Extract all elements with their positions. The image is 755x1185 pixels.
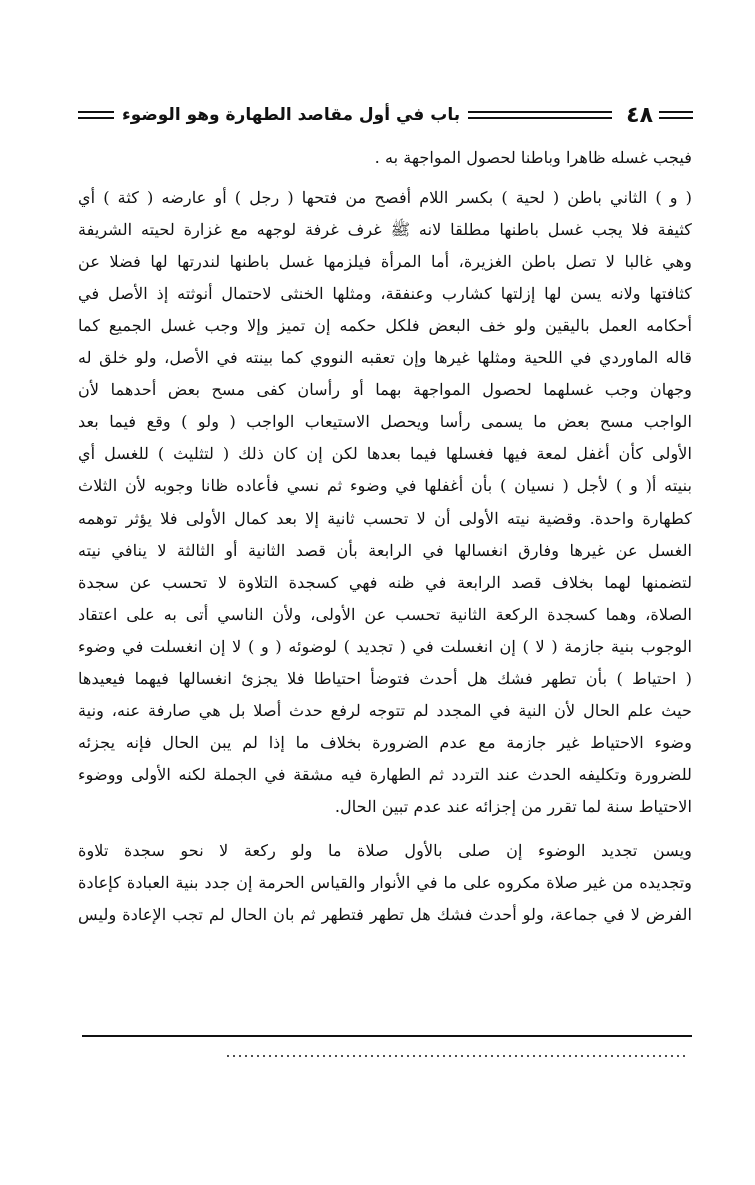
footnote-separator-rule bbox=[82, 1035, 692, 1037]
paragraph-gap bbox=[78, 823, 692, 835]
running-header bbox=[78, 98, 693, 132]
text-line: حيث علم الحال لأن النية في المجدد لم تتوجه لرفع حدث أصلا بل هي صارفة عنه، ونية bbox=[78, 700, 692, 720]
header-double-rule-left bbox=[78, 111, 114, 119]
paragraph bbox=[78, 182, 692, 823]
text-line: أحكامه العمل باليقين ولو خف البعض فلكل حكمه إن تميز وإلا وجب غسل الجميع كما bbox=[78, 316, 692, 336]
text-line: الغسل عن غيرها وفارق انغسالها في الرابعة بأن قصد الثانية أو الثالثة لا ينافي نيته bbox=[78, 540, 692, 560]
header-double-rule-right bbox=[659, 111, 693, 119]
text-line: وضوء الاحتياط غير جازمة مع عدم الضرورة بخلاف ما إذا لم يبن الحال فإنه يجزئه bbox=[78, 732, 692, 752]
text-line: ( و ) الثاني باطن ( لحية ) بكسر اللام أفصح من فتحها ( رجل ) أو عارضه ( كثة ) أي bbox=[78, 188, 692, 208]
running-title: باب في أول مقاصد الطهارة وهو الوضوء bbox=[122, 105, 461, 125]
header-double-rule-middle bbox=[468, 111, 612, 119]
text-line: الأولى كأن أغفل لمعة فيها فغسلها فيما بعدها لكن إن كان ذلك ( لتثليث ) للغسل أي bbox=[78, 444, 692, 464]
footnote-dotted-line bbox=[225, 1048, 688, 1062]
text-line: بنيته أ( و ) لأجل ( نسيان ) بأن أغفلها في وضوء ثم نسي فأعاده ظانا وجوبه لأن الثلاث bbox=[78, 476, 692, 496]
text-line: الواجب مسح بعض ما يسمى رأسا ويحصل الاستيعاب الواجب ( ولو ) وقع فيما بعد bbox=[78, 412, 692, 432]
paragraph bbox=[78, 835, 692, 931]
body-text bbox=[78, 142, 692, 931]
text-line: الفرض لا في جماعة، ولو أحدث فشك هل تطهر فتطهر ثم بان الحال لم تجب الإعادة وليس bbox=[78, 905, 692, 925]
text-line: الصلاة، وهما كسجدة الركعة الثانية تحسب عن الأولى، ولأن الناسي أتى به على اعتقاد bbox=[78, 604, 692, 624]
page-number: ٤٨ bbox=[626, 102, 653, 128]
text-line: وجهان وجب غسلهما لحصول المواجهة بهما أو رأسان كفى مسح بعض أحدهما لأن bbox=[78, 380, 692, 400]
text-line: كثيفة فلا يجب غسل باطنها مطلقا لانه ﷺ غرف غرفة لوجهه مع غزارة لحيته الشريفة bbox=[78, 220, 692, 240]
text-line: ( احتياط ) بأن تطهر فشك هل أحدث فتوضأ احتياطا فلا يجزئ انغسالها فيهما فيعيدها bbox=[78, 668, 692, 688]
text-line: للضرورة وتكليفه الحدث عند التردد ثم الطهارة فيه مشقة في الجملة لكنه الأولى ووضوء bbox=[78, 764, 692, 784]
paragraph-gap bbox=[78, 174, 692, 182]
text-line: الوجوب بنية جازمة ( لا ) إن انغسلت في ( تجديد ) لوضوئه ( و ) لا إن انغسلت في وضوء bbox=[78, 636, 692, 656]
text-line: قاله الماوردي في اللحية ومثلها غيرها وإن تعقبه النووي كما بينته في الأصل، ولو خلق له bbox=[78, 348, 692, 368]
text-line: كطهارة واحدة. وقضية نيته الأولى أن لا تحسب ثانية إلا بعد كمال الأولى فلا يؤثر توهمه bbox=[78, 508, 692, 528]
text-line: ويسن تجديد الوضوء إن صلى بالأول صلاة ما ولو ركعة لا نحو سجدة تلاوة bbox=[78, 840, 692, 860]
text-line: الاحتياط سنة لما تقرر من إجزائه عند عدم تبين الحال. bbox=[334, 796, 692, 816]
text-line: وهي غالبا لا تصل باطن الغزيرة، أما المرأة فيلزمها غسل باطنها لندرتها لها فضلا عن bbox=[78, 252, 692, 272]
paragraph bbox=[78, 142, 692, 174]
text-line: كثافتها ولانه يسن لها إزلتها كشارب وعنفقة، ومثلها الخنثى لاحتمال أنوثته إذ الأصل في bbox=[78, 284, 692, 304]
text-line: وتجديده من غير صلاة مكروه على ما في الأنوار والقياس الحرمة إن جدد بنية العبادة كإعادة bbox=[78, 873, 692, 893]
text-line: فيجب غسله ظاهرا وباطنا لحصول المواجهة به . bbox=[374, 148, 692, 167]
text-line: لتضمنها لهما بخلاف قصد الرابعة في ظنه فهي كسجدة التلاوة لا تحسب عن سجدة bbox=[78, 572, 692, 592]
